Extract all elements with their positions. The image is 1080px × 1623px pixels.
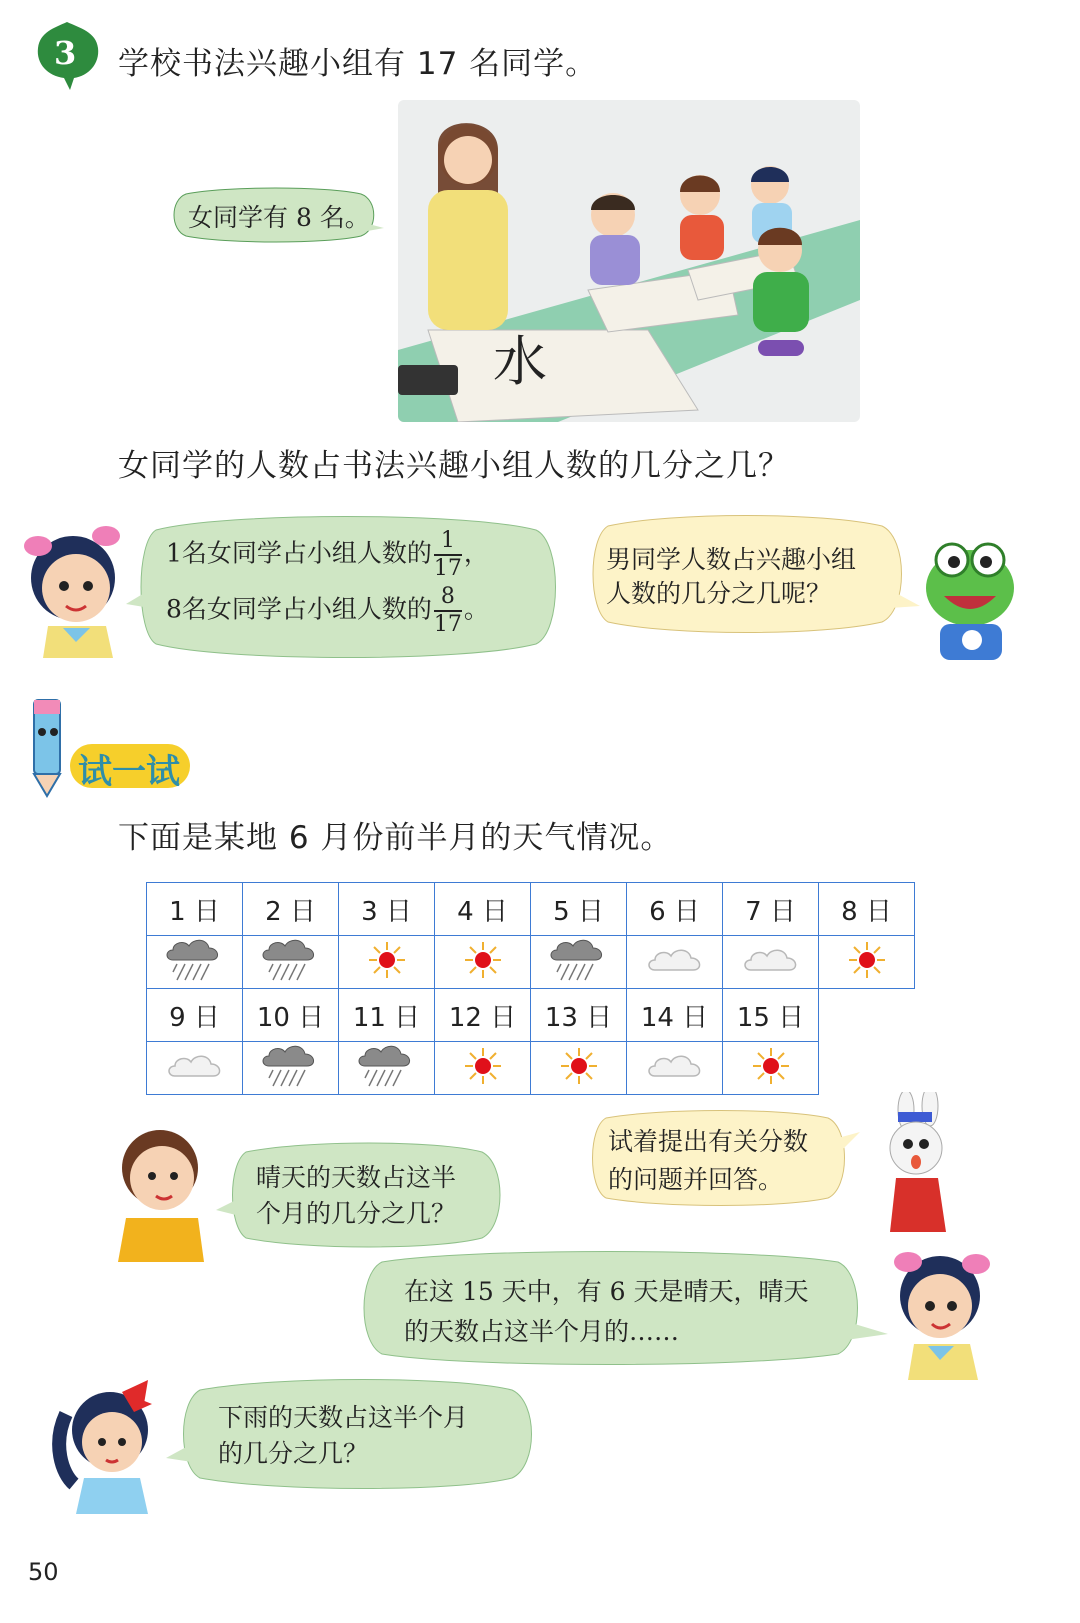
empty-cell xyxy=(819,989,915,1042)
problem-number-badge xyxy=(30,18,104,92)
teacher-bubble-text: 女同学有 8 名。 xyxy=(188,203,370,232)
weather-intro: 下面是某地 6 月份前半月的天气情况。 xyxy=(118,820,673,856)
weather-day-row xyxy=(147,989,915,1042)
cloud-icon xyxy=(643,1071,707,1090)
weather-icon-cell xyxy=(435,936,531,989)
sun-icon xyxy=(554,1071,604,1090)
rabbit-speech-bubble xyxy=(582,1108,860,1208)
girl3-character xyxy=(52,1374,162,1514)
rabbit-character xyxy=(868,1092,958,1232)
try-it-header xyxy=(16,692,196,802)
girl3-bubble-line-1: 下雨的天数占这半个月 xyxy=(218,1403,469,1432)
weather-day-cell: 15 日 xyxy=(723,989,819,1042)
weather-icon-row xyxy=(147,936,915,989)
weather-icon-cell xyxy=(627,936,723,989)
frog-bubble-line-2: 人数的几分之几呢？ xyxy=(606,579,832,608)
weather-icon-cell xyxy=(723,936,819,989)
rain-icon xyxy=(355,1073,419,1092)
weather-day-row xyxy=(147,883,915,936)
svg-text:水: 水 xyxy=(493,330,547,393)
rabbit-bubble-line-2: 的问题并回答。 xyxy=(608,1165,784,1194)
weather-day-cell: 7 日 xyxy=(723,883,819,936)
empty-cell xyxy=(819,1042,915,1095)
weather-day-cell: 2 日 xyxy=(243,883,339,936)
sun-icon xyxy=(842,965,892,984)
girl2-speech-bubble xyxy=(348,1248,888,1368)
fraction-8-17: $\frac{8}{17}$ xyxy=(433,584,462,637)
weather-icon-cell xyxy=(339,1042,435,1095)
sun-icon xyxy=(362,965,412,984)
fraction-line-1: 1名女同学占小组人数的 $\frac{1}{17}$ ， xyxy=(166,528,489,581)
boy-bubble-line-1: 晴天的天数占这半 xyxy=(256,1163,457,1192)
weather-icon-cell xyxy=(147,1042,243,1095)
weather-day-cell: 13 日 xyxy=(531,989,627,1042)
cloud-icon xyxy=(163,1071,227,1090)
rain-icon xyxy=(547,967,611,986)
weather-day-cell: 6 日 xyxy=(627,883,723,936)
weather-day-cell: 4 日 xyxy=(435,883,531,936)
boy-speech-bubble xyxy=(216,1140,508,1250)
boy-character xyxy=(108,1118,212,1262)
weather-icon-cell xyxy=(435,1042,531,1095)
cloud-icon xyxy=(643,965,707,984)
problem-question: 女同学的人数占书法兴趣小组人数的几分之几？ xyxy=(118,448,790,484)
girl2-character xyxy=(888,1240,998,1380)
girl3-bubble-line-2: 的几分之几？ xyxy=(218,1439,369,1468)
weather-icon-cell xyxy=(339,936,435,989)
page-number: 50 xyxy=(28,1558,59,1586)
weather-icon-cell xyxy=(243,1042,339,1095)
weather-icon-cell xyxy=(531,1042,627,1095)
problem-number: 3 xyxy=(54,34,77,72)
rabbit-bubble-line-1: 试着提出有关分数 xyxy=(608,1127,809,1156)
calligraphy-class-illustration xyxy=(398,100,860,422)
sun-icon xyxy=(458,965,508,984)
weather-icon-cell xyxy=(819,936,915,989)
weather-day-cell: 3 日 xyxy=(339,883,435,936)
weather-day-cell: 10 日 xyxy=(243,989,339,1042)
weather-day-cell: 9 日 xyxy=(147,989,243,1042)
weather-day-cell: 11 日 xyxy=(339,989,435,1042)
weather-day-cell: 8 日 xyxy=(819,883,915,936)
frog-character xyxy=(920,538,1020,660)
problem-intro: 学校书法兴趣小组有 17 名同学。 xyxy=(118,46,598,82)
girl2-bubble-line-1: 在这 15 天中，有 6 天是晴天，晴天 xyxy=(404,1277,809,1306)
rain-icon xyxy=(259,967,323,986)
weather-day-cell: 1 日 xyxy=(147,883,243,936)
girl3-speech-bubble xyxy=(166,1376,546,1492)
pencil-icon xyxy=(16,692,86,802)
cloud-icon xyxy=(739,965,803,984)
girl2-bubble-line-2: 的天数占这半个月的…… xyxy=(404,1317,680,1346)
rain-icon xyxy=(163,967,227,986)
frog-bubble-line-1: 男同学人数占兴趣小组 xyxy=(606,545,857,574)
weather-icon-cell xyxy=(627,1042,723,1095)
fraction-line-2: 8名女同学占小组人数的 $\frac{8}{17}$ 。 xyxy=(166,584,489,637)
sun-icon xyxy=(746,1071,796,1090)
sun-icon xyxy=(458,1071,508,1090)
weather-icon-cell xyxy=(531,936,627,989)
weather-day-cell: 14 日 xyxy=(627,989,723,1042)
weather-icon-cell xyxy=(243,936,339,989)
fraction-1-17: $\frac{1}{17}$ xyxy=(433,528,462,581)
boy-bubble-line-2: 个月的几分之几？ xyxy=(256,1199,457,1228)
weather-table xyxy=(146,882,915,1095)
girl-character xyxy=(18,518,128,658)
weather-icon-row xyxy=(147,1042,915,1095)
weather-icon-cell xyxy=(147,936,243,989)
weather-icon-cell xyxy=(723,1042,819,1095)
rain-icon xyxy=(259,1073,323,1092)
weather-day-cell: 5 日 xyxy=(531,883,627,936)
frog-speech-bubble xyxy=(582,512,922,636)
teacher-speech-bubble xyxy=(166,186,386,244)
weather-day-cell: 12 日 xyxy=(435,989,531,1042)
girl-fraction-bubble xyxy=(126,512,562,662)
try-it-label: 试一试 xyxy=(78,752,180,792)
